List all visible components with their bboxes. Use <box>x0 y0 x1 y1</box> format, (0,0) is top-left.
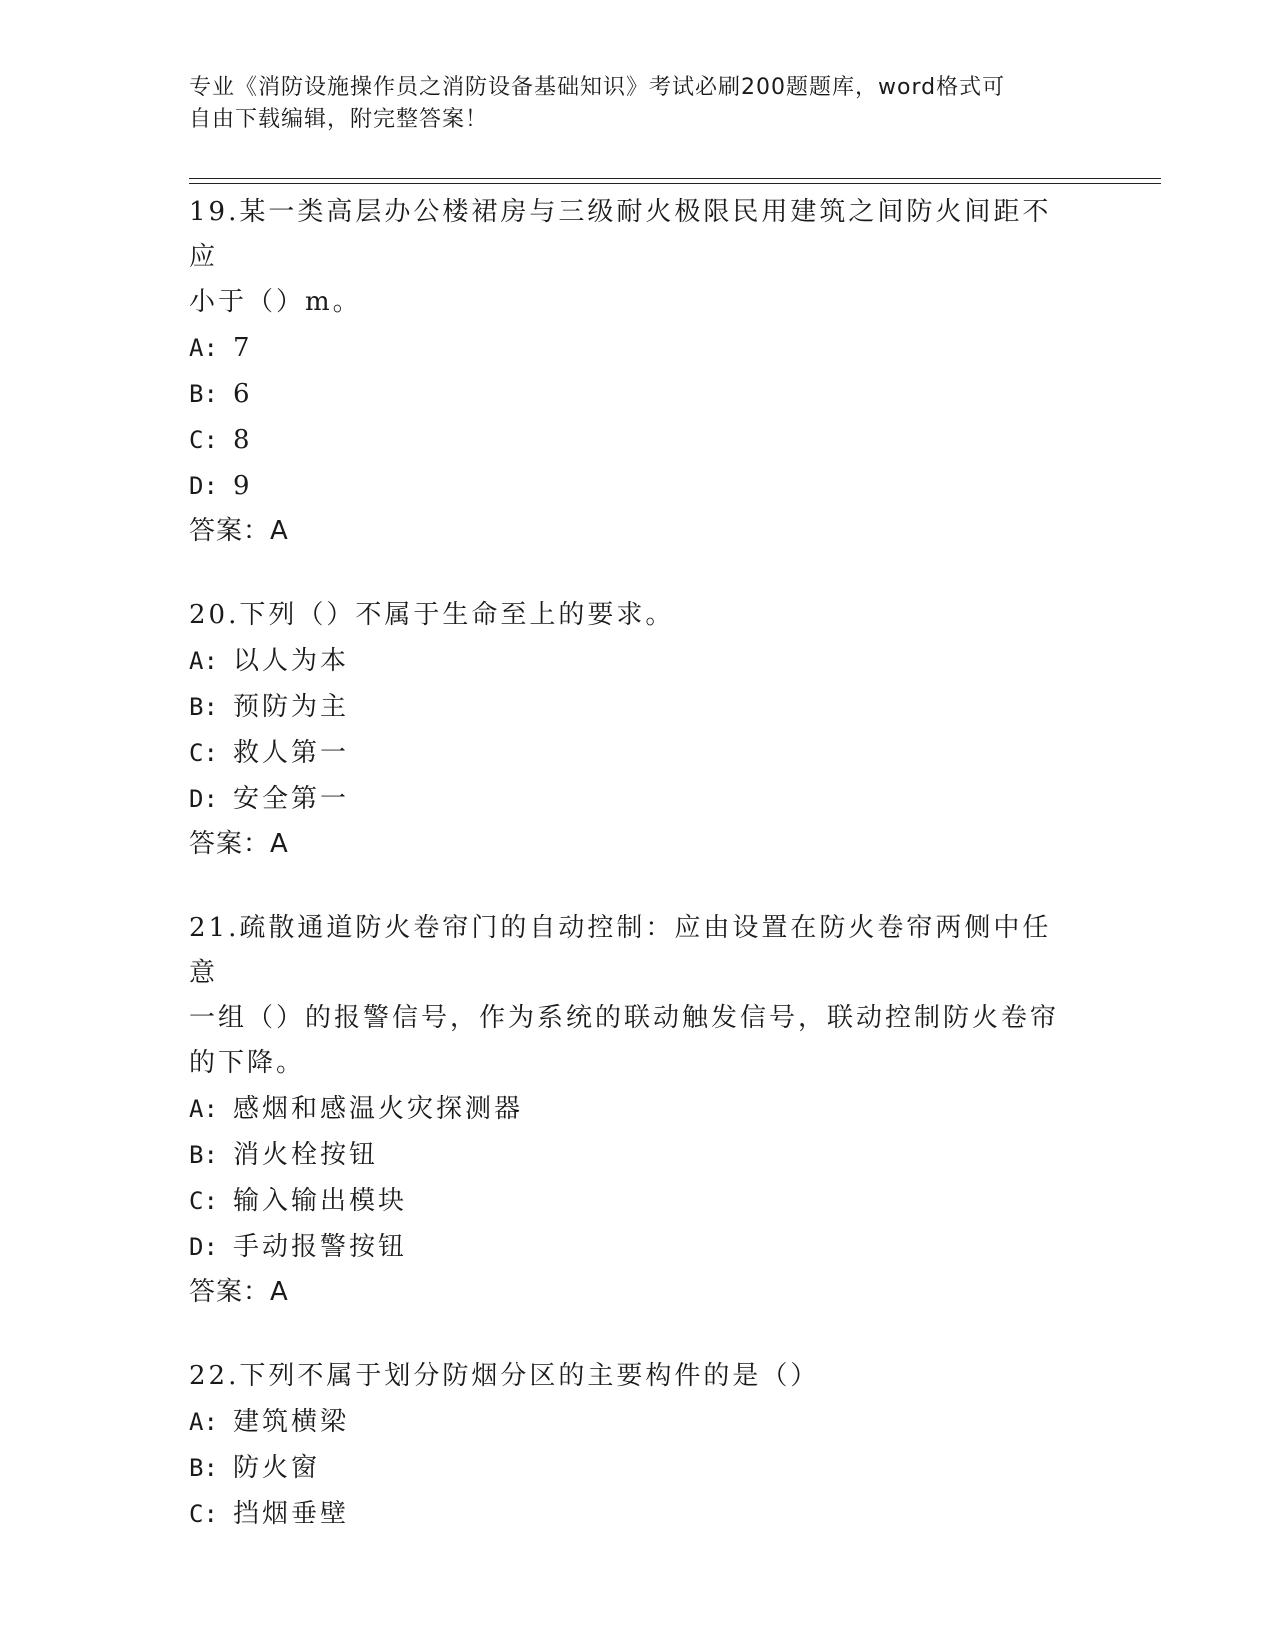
option-c <box>189 1491 1089 1537</box>
document-header <box>189 72 1069 136</box>
question-21 <box>189 906 1089 1314</box>
question-19 <box>189 190 1089 553</box>
question-stem-line-2: 一组（）的报警信号，作为系统的联动触发信号，联动控制防火卷帘 <box>189 1003 1060 1033</box>
option-text: 防火窗 <box>233 1453 321 1483</box>
header-divider-bottom <box>189 183 1161 184</box>
question-20 <box>189 593 1089 866</box>
option-b <box>189 371 1089 417</box>
option-label: C: <box>189 426 218 454</box>
option-a <box>189 1086 1089 1132</box>
question-stem-line-2: 小于（）m。 <box>189 287 362 317</box>
question-stem <box>189 1354 1079 1399</box>
option-text: 以人为本 <box>233 646 350 676</box>
answer-line: 答案：A <box>189 516 289 546</box>
option-label: C: <box>189 739 218 767</box>
option-label: B: <box>189 1454 218 1482</box>
option-text: 9 <box>233 471 253 501</box>
option-text: 救人第一 <box>233 738 350 768</box>
question-stem-line-1: 20.下列（）不属于生命至上的要求。 <box>189 600 675 630</box>
option-d <box>189 776 1089 822</box>
question-stem-line-1: 21.疏散通道防火卷帘门的自动控制：应由设置在防火卷帘两侧中任意 <box>189 913 1052 988</box>
option-label: A: <box>189 1095 218 1123</box>
question-stem-line-1: 22.下列不属于划分防烟分区的主要构件的是（） <box>189 1361 820 1391</box>
option-a <box>189 1399 1089 1445</box>
option-a <box>189 638 1089 684</box>
option-text: 7 <box>233 333 253 363</box>
option-label: B: <box>189 1141 218 1169</box>
option-label: B: <box>189 693 218 721</box>
option-c <box>189 417 1089 463</box>
option-label: A: <box>189 647 218 675</box>
option-label: D: <box>189 472 218 500</box>
header-divider-top <box>189 178 1161 179</box>
option-text: 预防为主 <box>233 692 350 722</box>
option-label: C: <box>189 1500 218 1528</box>
option-label: D: <box>189 785 218 813</box>
option-text: 安全第一 <box>233 784 350 814</box>
question-stem-line-1: 19.某一类高层办公楼裙房与三级耐火极限民用建筑之间防火间距不应 <box>189 197 1052 272</box>
option-label: B: <box>189 380 218 408</box>
option-a <box>189 325 1089 371</box>
question-stem <box>189 190 1079 325</box>
option-d <box>189 1224 1089 1270</box>
answer-line: 答案：A <box>189 829 289 859</box>
option-label: A: <box>189 334 218 362</box>
option-label: C: <box>189 1187 218 1215</box>
header-line-1: 专业《消防设施操作员之消防设备基础知识》考试必刷200题题库，word格式可 <box>189 75 1006 100</box>
option-text: 建筑横梁 <box>233 1407 350 1437</box>
option-text: 6 <box>233 379 253 409</box>
option-text: 感烟和感温火灾探测器 <box>233 1094 524 1124</box>
option-c <box>189 1178 1089 1224</box>
option-text: 手动报警按钮 <box>233 1232 408 1262</box>
option-text: 消火栓按钮 <box>233 1140 379 1170</box>
option-b <box>189 1445 1089 1491</box>
option-d <box>189 463 1089 509</box>
question-stem-line-3: 的下降。 <box>189 1048 306 1078</box>
option-b <box>189 684 1089 730</box>
option-text: 8 <box>233 425 253 455</box>
option-label: A: <box>189 1408 218 1436</box>
question-22 <box>189 1354 1089 1537</box>
answer-line: 答案：A <box>189 1277 289 1307</box>
header-line-2: 自由下载编辑，附完整答案！ <box>189 107 489 132</box>
option-b <box>189 1132 1089 1178</box>
option-text: 输入输出模块 <box>233 1186 408 1216</box>
question-list <box>189 190 1089 1577</box>
option-text: 挡烟垂壁 <box>233 1499 350 1529</box>
option-label: D: <box>189 1233 218 1261</box>
option-c <box>189 730 1089 776</box>
question-stem <box>189 593 1079 638</box>
question-stem <box>189 906 1079 1086</box>
